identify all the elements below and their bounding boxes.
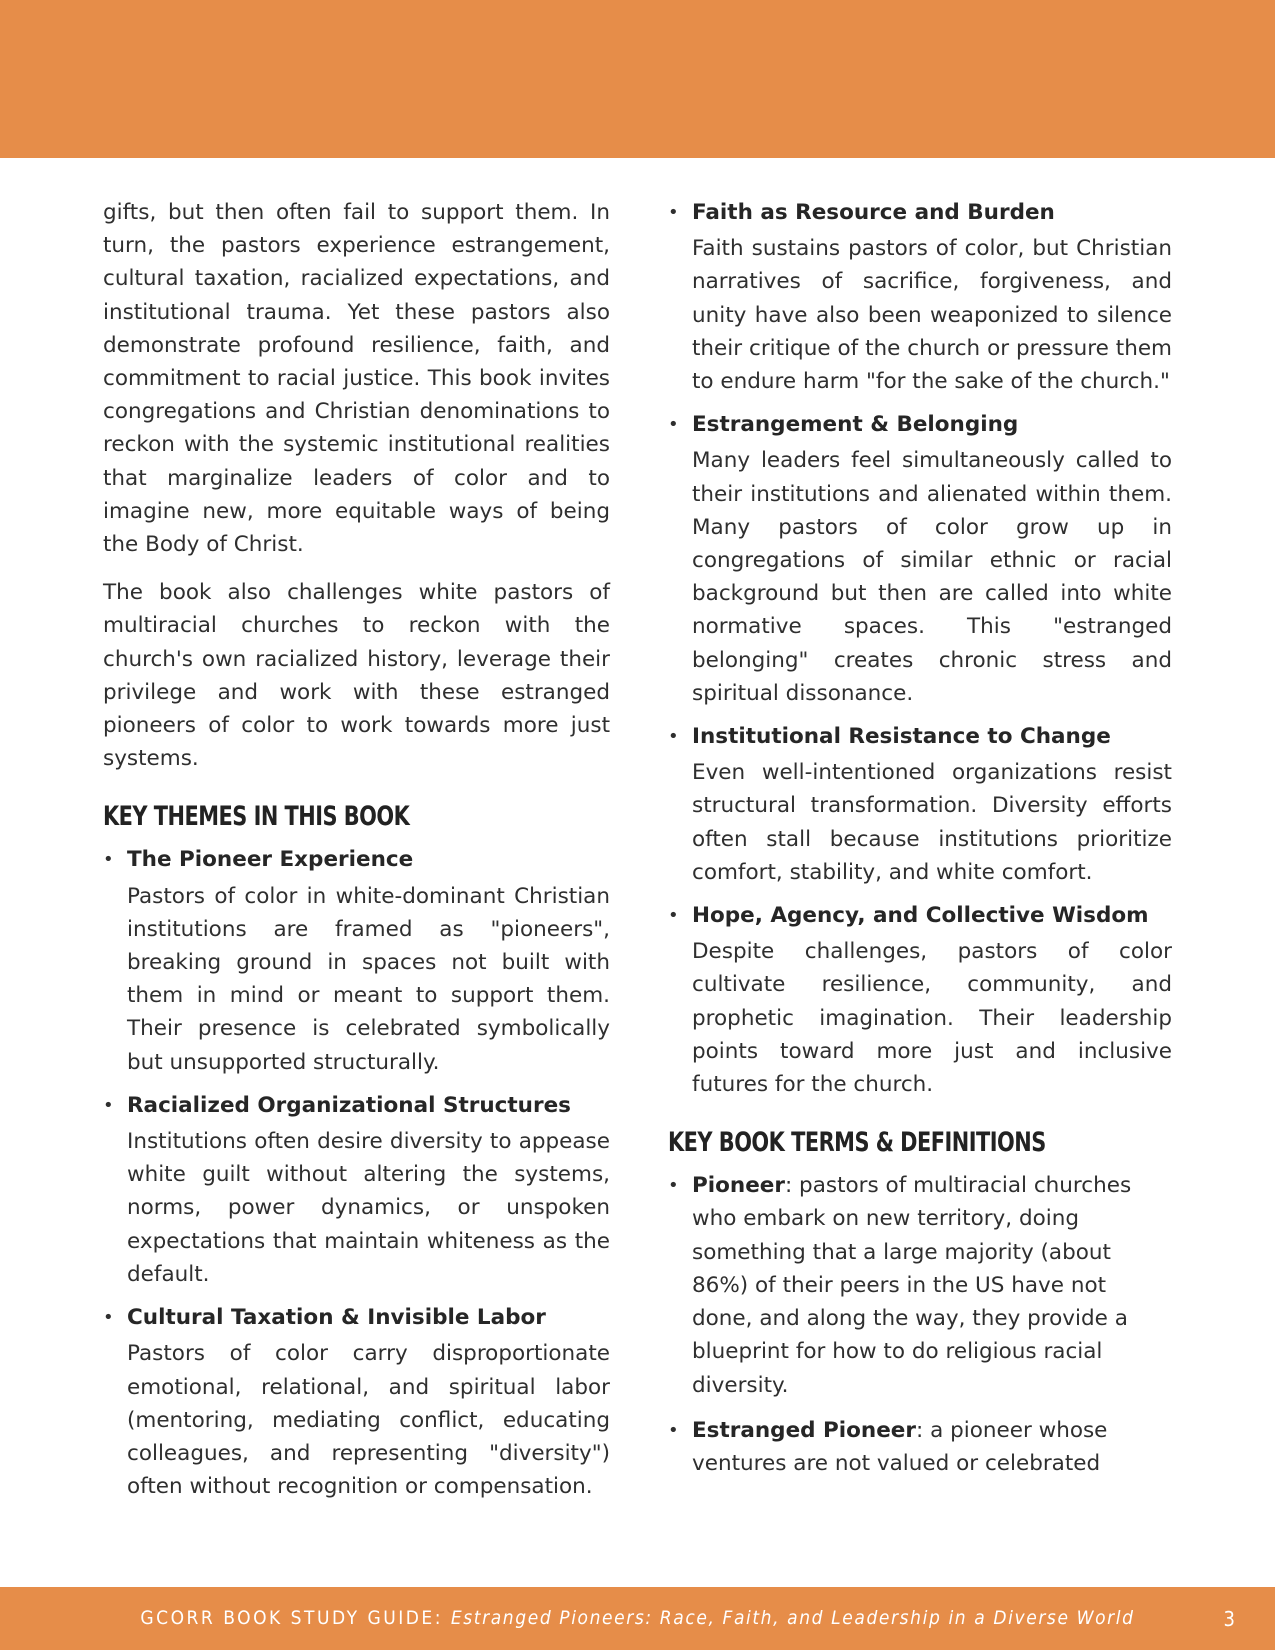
page-number: 3	[1223, 1607, 1235, 1631]
term-name: Estranged Pioneer	[692, 1417, 916, 1443]
theme-item-pioneer-experience	[103, 843, 610, 1078]
challenge-paragraph: The book also challenges white pastors of multiracial churches to reckon with the church's own racialized history, leverage their privilege and work with these estranged pioneers of color to work towards more just systems.	[103, 580, 610, 772]
bullet-icon: •	[668, 414, 679, 436]
theme-title: Institutional Resistance to Change	[692, 724, 1111, 750]
right-column	[668, 196, 1172, 1492]
theme-text: Pastors of color in white-dominant Christian institutions are framed as "pioneers", breaking ground in spaces not built with them in mind or meant to support them. Their presence is celebrated symbolically but unsupported structurally.	[127, 883, 610, 1075]
bullet-icon: •	[668, 905, 679, 927]
footer-prefix: GCORR BOOK STUDY GUIDE:	[140, 1607, 451, 1629]
theme-title: Cultural Taxation & Invisible Labor	[127, 1305, 546, 1331]
theme-title: Racialized Organizational Structures	[127, 1092, 571, 1118]
theme-item-hope-agency	[668, 899, 1172, 1101]
bullet-icon: •	[103, 1094, 114, 1116]
bullet-icon: •	[668, 1419, 679, 1441]
footer-band	[0, 1587, 1275, 1650]
theme-text: Faith sustains pastors of color, but Christian narratives of sacrifice, forgiveness, and unity have also been weaponized to silence their critique of the church or pressure them to endure harm "for the sake of the church."	[692, 236, 1172, 395]
footer-book-title: Estranged Pioneers: Race, Faith, and Leadership in a Diverse World	[450, 1607, 1135, 1629]
bullet-icon: •	[668, 726, 679, 748]
bullet-icon: •	[103, 849, 114, 871]
theme-item-racialized-structures	[103, 1089, 610, 1291]
left-column	[103, 196, 610, 1513]
theme-title: Estrangement & Belonging	[692, 412, 1019, 438]
key-terms-heading: KEY BOOK TERMS & DEFINITIONS	[668, 1127, 1046, 1159]
theme-text: Even well-intentioned organizations resist structural transformation. Diversity efforts often stall because institutions prioritize comfort, stability, and white comfort.	[692, 760, 1172, 885]
theme-text: Despite challenges, pastors of color cultivate resilience, community, and prophetic imagination. Their leadership points toward more just and inclusive futures for the church.	[692, 939, 1172, 1098]
footer-title	[0, 1607, 1275, 1629]
intro-paragraph: gifts, but then often fail to support them. In turn, the pastors experience estrangement, cultural taxation, racialized expectations, and institutional trauma. Yet these pastors also demonstrate profound resilience, faith, and commitment to racial justice. This book invites congregations and Christian denominations to reckon with the systemic institutional realities that marginalize leaders of color and to imagine new, more equitable ways of being the Body of Christ.	[103, 200, 610, 558]
theme-title: The Pioneer Experience	[127, 847, 414, 873]
term-item-estranged-pioneer	[668, 1414, 1172, 1480]
theme-title: Hope, Agency, and Collective Wisdom	[692, 903, 1149, 929]
bullet-icon: •	[103, 1307, 114, 1329]
term-item-pioneer	[668, 1169, 1172, 1401]
term-definition: : a pioneer whose ventures are not valued or celebrated	[692, 1417, 1108, 1476]
term-name: Pioneer	[692, 1173, 785, 1199]
bullet-icon: •	[668, 1175, 679, 1197]
key-themes-heading: KEY THEMES IN THIS BOOK	[103, 801, 410, 833]
theme-title: Faith as Resource and Burden	[692, 200, 1055, 225]
term-definition: : pastors of multiracial churches who embark on new territory, doing something that a large majority (about 86%) of their peers in the US have not done, and along the way, they provide a blueprint for how to do religious racial diversity.	[692, 1173, 1132, 1398]
header-band	[0, 0, 1275, 158]
theme-item-institutional-resistance	[668, 720, 1172, 889]
theme-item-faith-resource-burden	[668, 196, 1172, 398]
theme-text: Pastors of color carry disproportionate emotional, relational, and spiritual labor (mentoring, mediating conflict, educating colleagues, and representing "diversity") often without recognition or compensation.	[127, 1341, 610, 1500]
theme-text: Many leaders feel simultaneously called to their institutions and alienated within them. Many pastors of color grow up in congregations of similar ethnic or racial background but then are called into white normative spaces. This "estranged belonging" creates chronic stress and spiritual dissonance.	[692, 448, 1172, 706]
bullet-icon: •	[668, 202, 679, 223]
theme-item-cultural-taxation	[103, 1301, 610, 1503]
theme-text: Institutions often desire diversity to appease white guilt without altering the systems, norms, power dynamics, or unspoken expectations that maintain whiteness as the default.	[127, 1129, 610, 1287]
theme-item-estrangement-belonging	[668, 408, 1172, 710]
